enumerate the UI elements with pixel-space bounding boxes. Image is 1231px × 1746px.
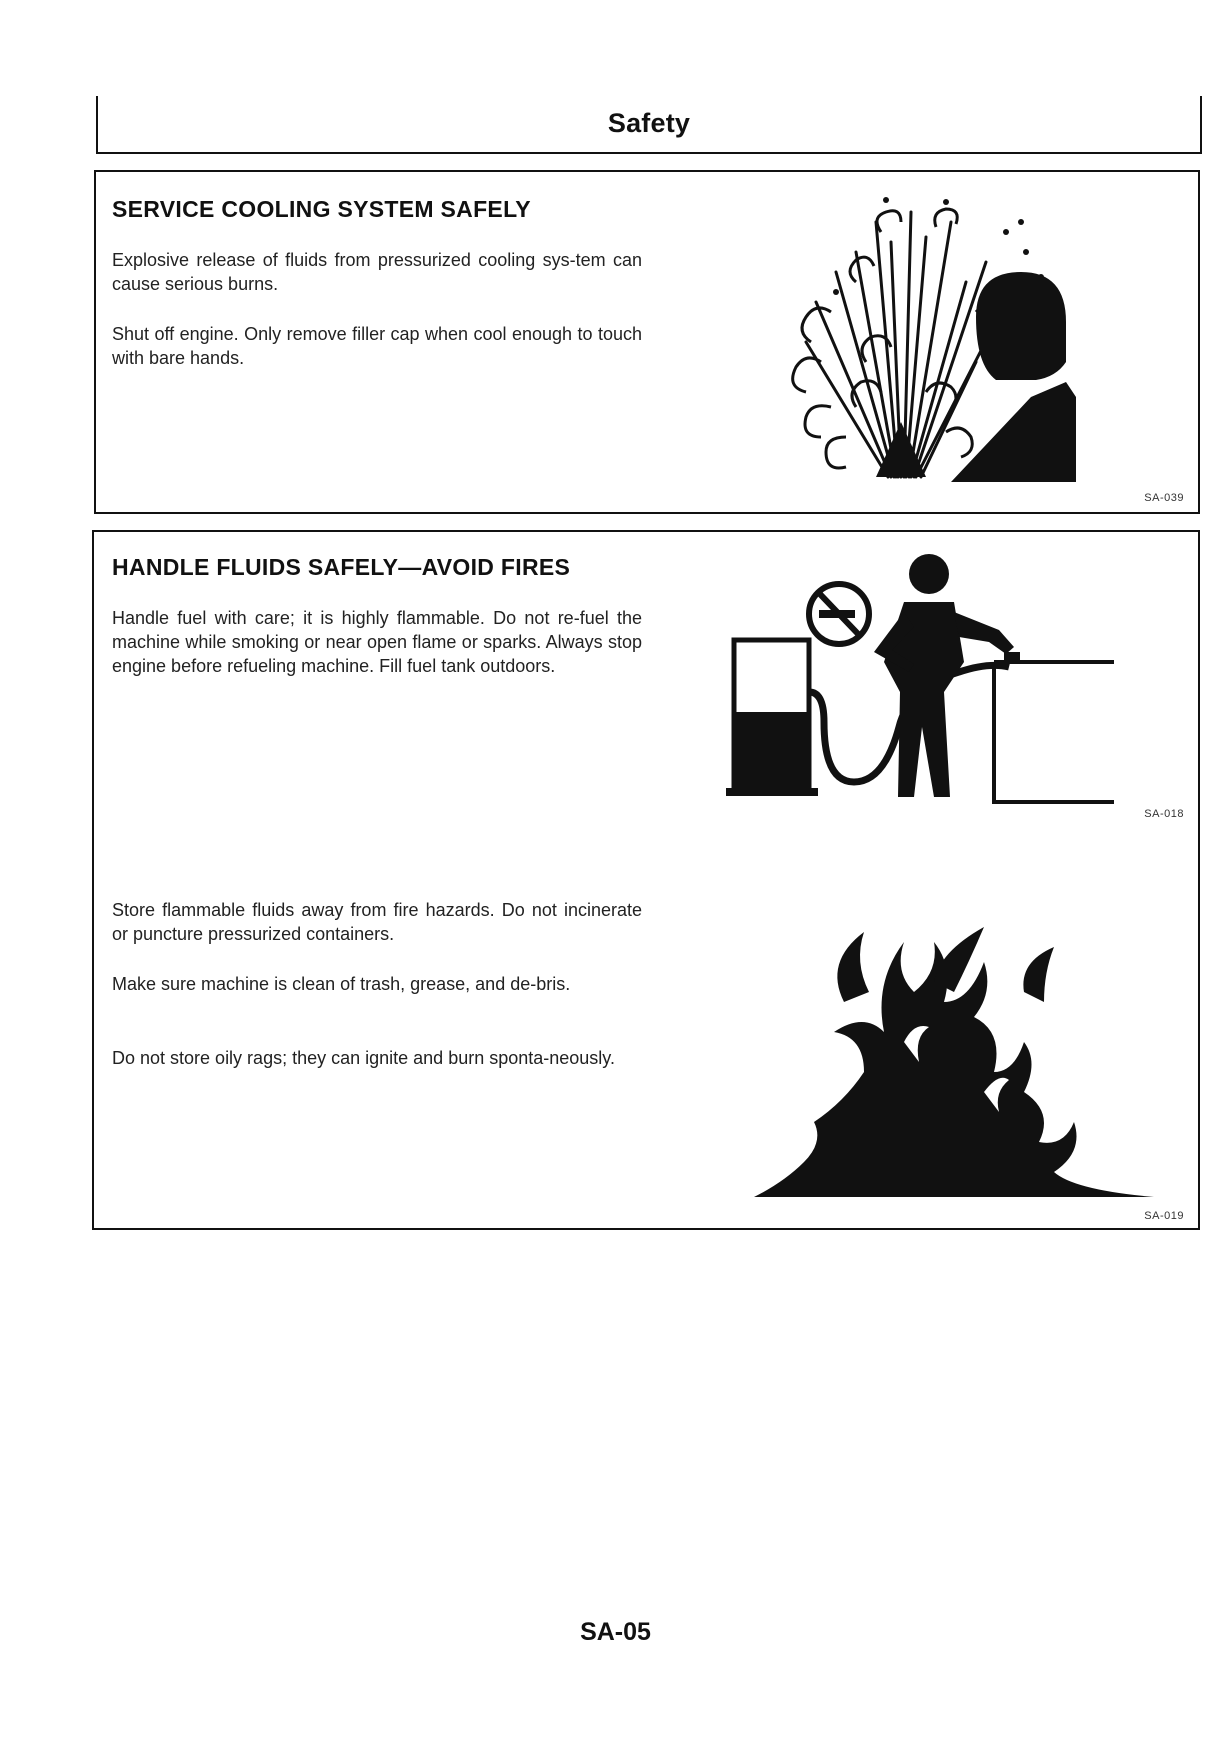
paragraph: Store flammable fluids away from fire hazards. Do not incinerate or puncture pressurized containers.: [112, 900, 642, 944]
paragraph: Shut off engine. Only remove filler cap when cool enough to touch with bare hands.: [112, 324, 642, 368]
no-smoking-icon: [809, 584, 869, 644]
paragraph: Make sure machine is clean of trash, grease, and de-bris.: [112, 974, 571, 994]
page-title: Safety: [607, 108, 691, 138]
fire-flames-illustration: [754, 922, 1194, 1202]
paragraph: Handle fuel with care; it is highly flammable. Do not re-fuel the machine while smoking or near open flame or sparks. Always stop engine before refueling machine. Fill fuel tank outdoors.: [112, 608, 642, 676]
paragraph: Explosive release of fluids from pressurized cooling sys-tem can cause serious burns.: [112, 250, 642, 294]
figure-code: SA-039: [1144, 492, 1184, 504]
figure-code: SA-019: [1144, 1210, 1184, 1222]
section-title: SERVICE COOLING SYSTEM SAFELY: [112, 196, 531, 222]
page-number: SA-05: [580, 1618, 651, 1646]
pressurized-explosion-illustration: [776, 192, 1186, 492]
cooling-system-panel: [94, 170, 1200, 514]
paragraph: Do not store oily rags; they can ignite and burn sponta-neously.: [112, 1048, 615, 1068]
handle-fluids-panel: [92, 530, 1200, 1230]
page-header: [96, 96, 1202, 154]
figure-code: SA-018: [1144, 808, 1184, 820]
refueling-illustration: [714, 552, 1154, 822]
section-title: HANDLE FLUIDS SAFELY—AVOID FIRES: [112, 554, 571, 580]
